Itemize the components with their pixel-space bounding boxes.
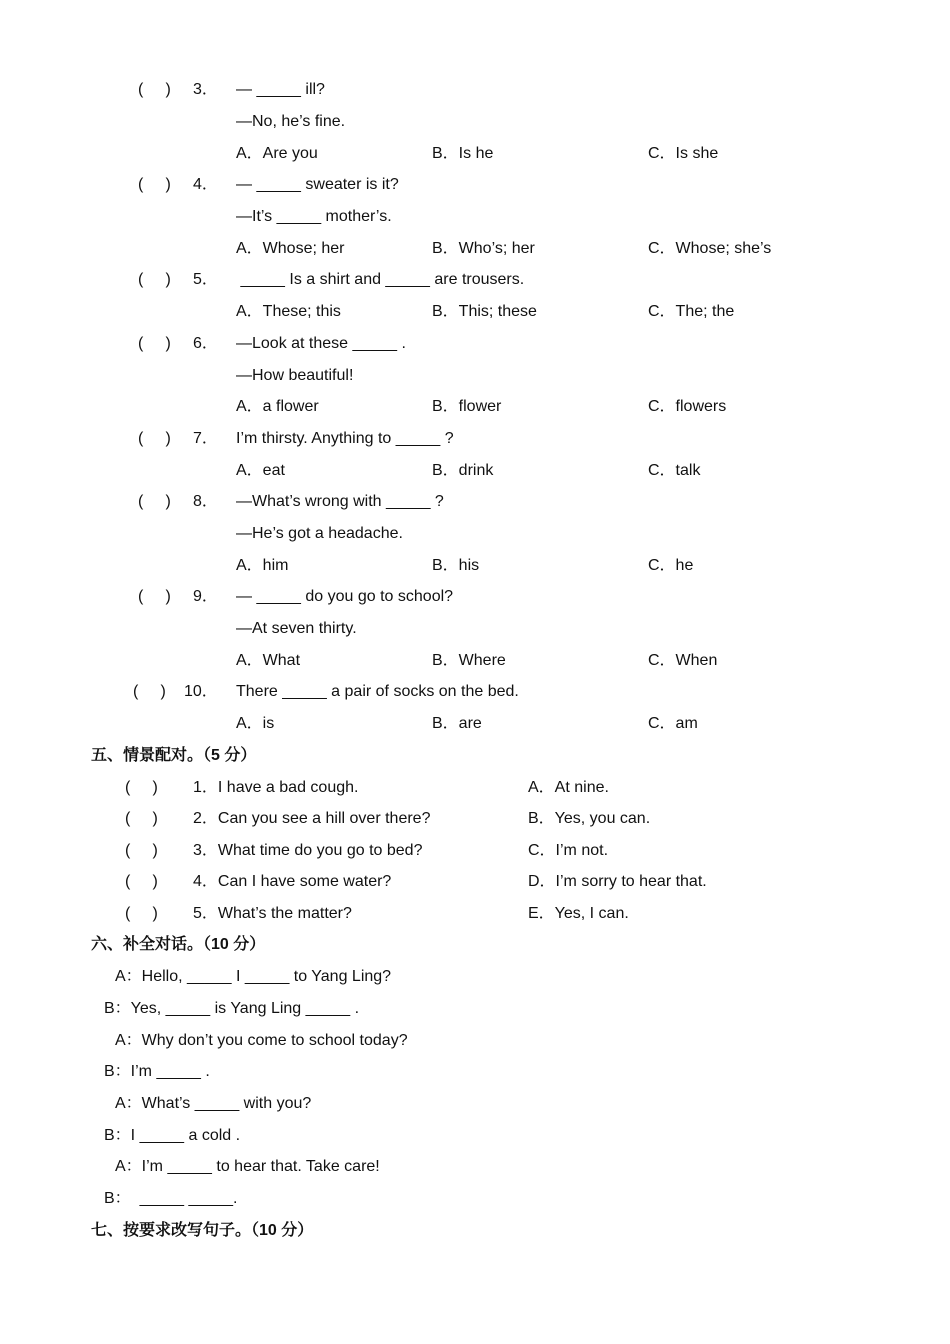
answer-bracket[interactable]: ( ) [125, 873, 158, 890]
match-answer: A．At nine. [528, 779, 609, 796]
question-line: I’m thirsty. Anything to _____ ? [236, 430, 454, 447]
match-answer: E．Yes, I can. [528, 905, 629, 922]
option-b: B．his [432, 557, 480, 574]
option-a: A．Are you [236, 145, 318, 162]
answer-bracket[interactable]: ( ) [133, 683, 166, 700]
section-heading: 六、补全对话。（10 分） [91, 936, 266, 953]
option-a: A．Whose; her [236, 240, 345, 257]
section-heading: 五、情景配对。（5 分） [91, 747, 257, 764]
dialogue-line: A：What’s _____ with you? [115, 1095, 312, 1112]
option-b: B．are [432, 715, 482, 732]
section-heading: 七、按要求改写句子。（10 分） [91, 1222, 314, 1239]
dialogue-line: A：Why don’t you come to school today? [115, 1032, 408, 1049]
option-a: A．is [236, 715, 275, 732]
question-number: 4． [193, 176, 218, 193]
question-line: —At seven thirty. [236, 620, 357, 637]
answer-bracket[interactable]: ( ) [138, 493, 171, 510]
question-line: There _____ a pair of socks on the bed. [236, 683, 519, 700]
option-a: A．What [236, 652, 301, 669]
answer-bracket[interactable]: ( ) [138, 588, 171, 605]
answer-bracket[interactable]: ( ) [125, 842, 158, 859]
match-question: 3．What time do you go to bed? [193, 842, 423, 859]
option-a: A．These; this [236, 303, 341, 320]
option-b: B．Where [432, 652, 506, 669]
question-number: 3． [193, 81, 218, 98]
option-c: C．The; the [648, 303, 735, 320]
question-line: — _____ do you go to school? [236, 588, 454, 605]
dialogue-line: A：I’m _____ to hear that. Take care! [115, 1158, 380, 1175]
match-question: 5．What’s the matter? [193, 905, 352, 922]
dialogue-line: B： _____ _____. [104, 1190, 238, 1207]
question-line: _____ Is a shirt and _____ are trousers. [236, 271, 525, 288]
question-line: — _____ ill? [236, 81, 325, 98]
question-line: — _____ sweater is it? [236, 176, 399, 193]
answer-bracket[interactable]: ( ) [138, 81, 171, 98]
answer-bracket[interactable]: ( ) [125, 779, 158, 796]
answer-bracket[interactable]: ( ) [138, 335, 171, 352]
option-c: C．When [648, 652, 718, 669]
option-c: C．he [648, 557, 694, 574]
question-number: 9． [193, 588, 218, 605]
answer-bracket[interactable]: ( ) [125, 905, 158, 922]
question-line: —He’s got a headache. [236, 525, 403, 542]
match-answer: D．I’m sorry to hear that. [528, 873, 707, 890]
question-line: —What’s wrong with _____ ? [236, 493, 444, 510]
option-a: A．him [236, 557, 289, 574]
question-number: 10． [184, 683, 218, 700]
question-line: —It’s _____ mother’s. [236, 208, 392, 225]
option-c: C．flowers [648, 398, 727, 415]
option-b: B．This; these [432, 303, 537, 320]
question-number: 7． [193, 430, 218, 447]
dialogue-line: B：I _____ a cold . [104, 1127, 241, 1144]
question-line: —Look at these _____ . [236, 335, 406, 352]
dialogue-line: B：Yes, _____ is Yang Ling _____ . [104, 1000, 360, 1017]
question-number: 5． [193, 271, 218, 288]
option-a: A．a flower [236, 398, 319, 415]
option-b: B．flower [432, 398, 502, 415]
option-c: C．Is she [648, 145, 719, 162]
answer-bracket[interactable]: ( ) [125, 810, 158, 827]
option-a: A．eat [236, 462, 285, 479]
match-question: 1．I have a bad cough. [193, 779, 359, 796]
match-question: 2．Can you see a hill over there? [193, 810, 431, 827]
match-question: 4．Can I have some water? [193, 873, 392, 890]
match-answer: B．Yes, you can. [528, 810, 651, 827]
question-line: —How beautiful! [236, 367, 354, 384]
dialogue-line: B：I’m _____ . [104, 1063, 210, 1080]
option-c: C．Whose; she’s [648, 240, 772, 257]
dialogue-line: A：Hello, _____ I _____ to Yang Ling? [115, 968, 392, 985]
question-number: 8． [193, 493, 218, 510]
option-c: C．am [648, 715, 698, 732]
option-b: B．Is he [432, 145, 494, 162]
answer-bracket[interactable]: ( ) [138, 271, 171, 288]
answer-bracket[interactable]: ( ) [138, 176, 171, 193]
option-b: B．Who’s; her [432, 240, 535, 257]
question-line: —No, he’s fine. [236, 113, 346, 130]
question-number: 6． [193, 335, 218, 352]
option-b: B．drink [432, 462, 494, 479]
option-c: C．talk [648, 462, 701, 479]
answer-bracket[interactable]: ( ) [138, 430, 171, 447]
match-answer: C．I’m not. [528, 842, 609, 859]
